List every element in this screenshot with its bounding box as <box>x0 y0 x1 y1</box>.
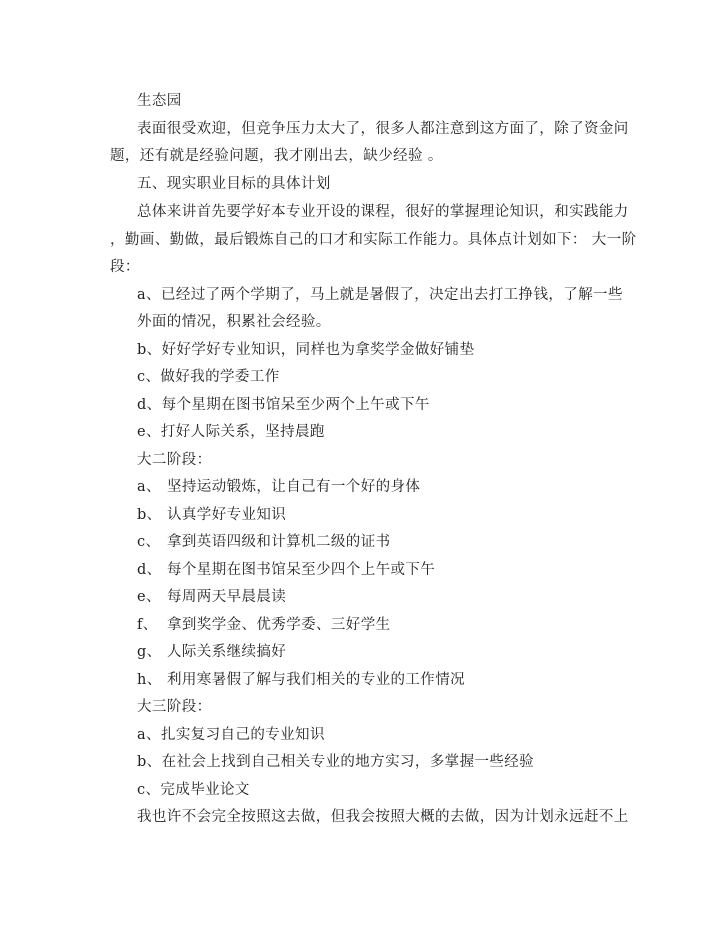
list-item-text: 拿到奖学金、优秀学委、三好学生 <box>167 617 391 633</box>
list-marker: b、 <box>137 507 162 523</box>
year2-item <box>137 643 286 661</box>
year2-heading: 大二阶段： <box>137 452 212 468</box>
list-marker: c、 <box>137 534 161 550</box>
closing-paragraph-line: 我也许不会完全按照这去做，但我会按照大概的去做，因为计划永远赶不上 <box>137 809 629 825</box>
year3-heading: 大三阶段： <box>137 699 212 715</box>
list-item-text: 每周两天早晨晨读 <box>167 589 287 605</box>
list-marker: h、 <box>137 672 162 688</box>
year2-item <box>137 616 391 634</box>
year2-item <box>137 671 465 689</box>
list-item-text: 坚持运动锻炼，让自己有一个好的身体 <box>167 479 421 495</box>
list-item-text: 拿到英语四级和计算机二级的证书 <box>167 534 391 550</box>
list-marker: d、 <box>137 562 162 578</box>
year3-item-a: a、扎实复习自己的专业知识 <box>137 727 325 743</box>
list-item-text: 每个星期在图书馆呆至少四个上午或下午 <box>167 562 436 578</box>
list-marker: g、 <box>137 644 162 660</box>
list-marker: a、 <box>137 479 161 495</box>
year3-item-c: c、完成毕业论文 <box>137 782 250 798</box>
year2-item <box>137 506 286 524</box>
list-marker: e、 <box>137 589 161 605</box>
year1-item-a-line-1: a、已经过了两个学期了，马上就是暑假了，决定出去打工挣钱，了解一些 <box>137 287 623 303</box>
year3-item-b: b、在社会上找到自己相关专业的地方实习，多掌握一些经验 <box>137 754 535 770</box>
year1-item-a-line-2: 外面的情况，积累社会经验。 <box>137 314 331 330</box>
list-item-text: 利用寒暑假了解与我们相关的专业的工作情况 <box>167 672 465 688</box>
year2-item <box>137 533 391 551</box>
list-item-text: 认真学好专业知识 <box>167 507 287 523</box>
year2-item <box>137 588 286 606</box>
paragraph-2-line-3: 段： <box>110 259 140 275</box>
year2-item <box>137 478 420 496</box>
year1-item-b: b、好好学好专业知识，同样也为拿奖学金做好铺垫 <box>137 342 475 358</box>
year2-item <box>137 561 435 579</box>
paragraph-2-line-1: 总体来讲首先要学好本专业开设的课程，很好的掌握理论知识，和实践能力 <box>137 204 629 220</box>
year1-item-e: e、打好人际关系，坚持晨跑 <box>137 424 325 440</box>
year1-item-c: c、做好我的学委工作 <box>137 369 280 385</box>
paragraph-1-line-2: 题，还有就是经验问题，我才刚出去，缺少经验 。 <box>110 148 443 164</box>
section-heading-5: 五、现实职业目标的具体计划 <box>137 176 331 192</box>
list-marker: f、 <box>137 617 158 633</box>
year1-item-d: d、每个星期在图书馆呆至少两个上午或下午 <box>137 397 430 413</box>
doc-line-title: 生态园 <box>137 93 182 109</box>
paragraph-2-line-2: ，勤画、勤做，最后锻炼自己的口才和实际工作能力。具体点计划如下： 大一阶 <box>110 232 637 248</box>
list-item-text: 人际关系继续搞好 <box>167 644 287 660</box>
paragraph-1-line-1: 表面很受欢迎，但竞争压力太大了，很多人都注意到这方面了，除了资金问 <box>137 121 629 137</box>
